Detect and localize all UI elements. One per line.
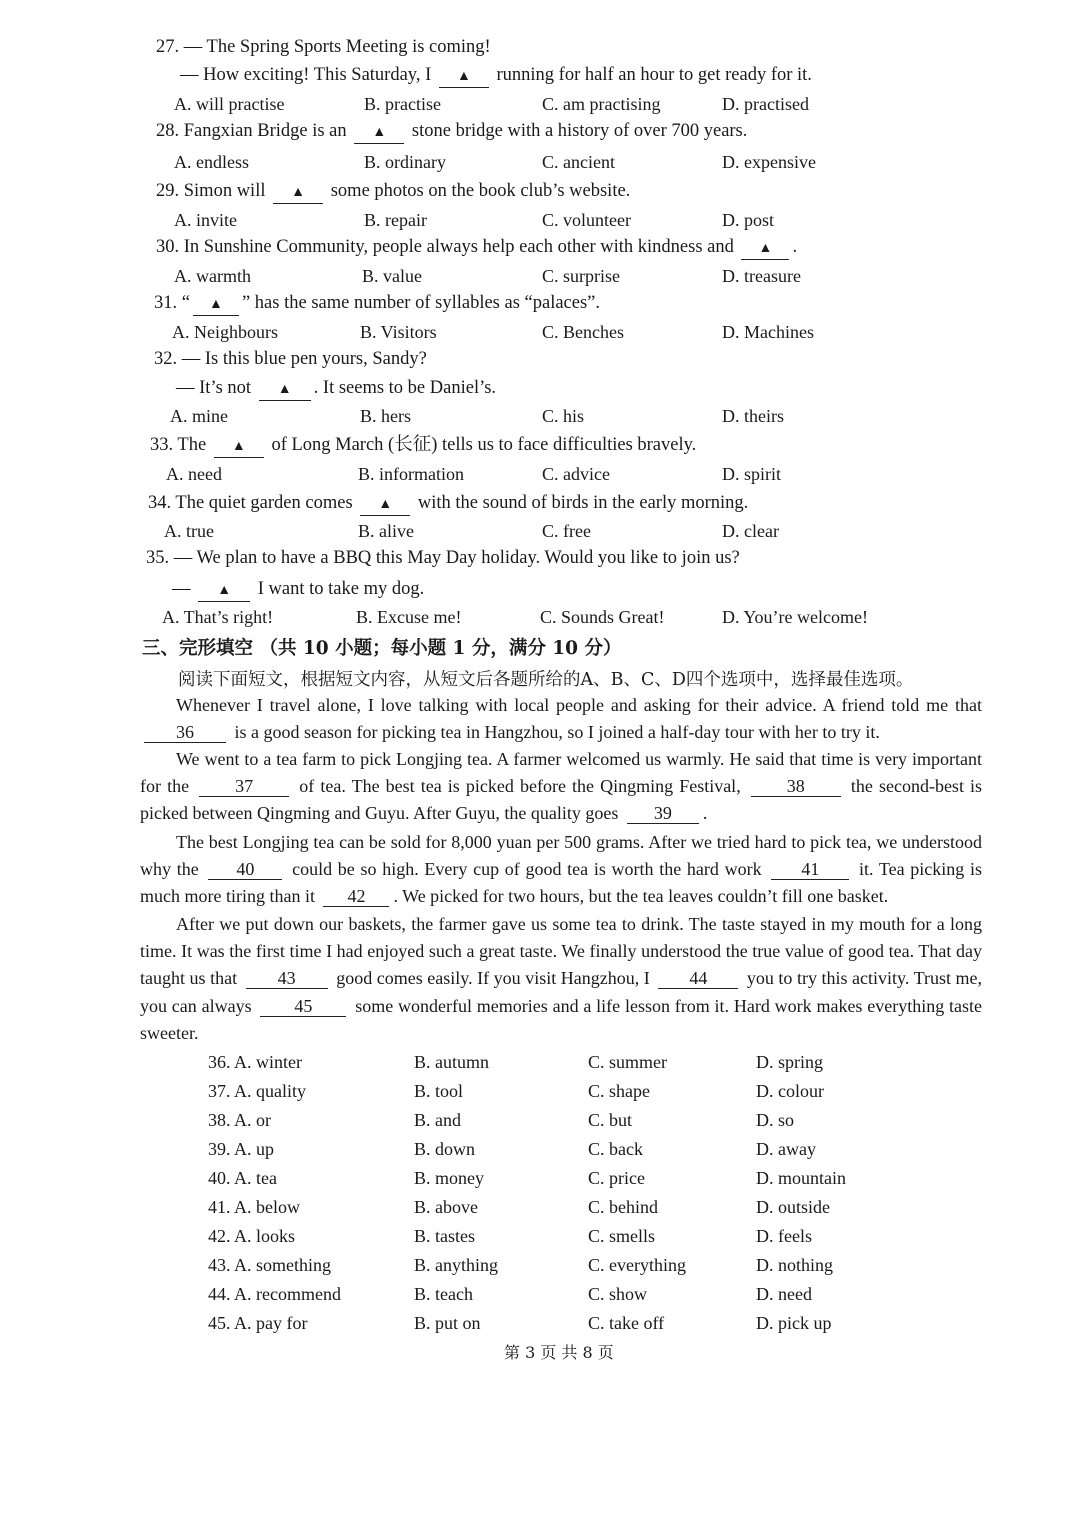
question-stem: — Is this blue pen yours, Sandy?	[181, 349, 427, 369]
option-a[interactable]: A. invite	[174, 210, 237, 230]
option-a[interactable]: A. Neighbours	[172, 322, 278, 342]
passage-text: We went to a tea farm to pick Longjing tea. A farmer welcomed us warmly. He said that time is very important for the	[140, 749, 982, 797]
cloze-option-42-d[interactable]: D. feels	[756, 1226, 812, 1246]
cloze-option-38-c[interactable]: C. but	[588, 1110, 633, 1130]
cloze-option-41-c[interactable]: C. behind	[588, 1197, 658, 1217]
question-35-line2	[172, 576, 424, 602]
question-stem: Fangxian Bridge is an	[183, 121, 347, 141]
answer-blank	[354, 121, 404, 144]
option-b[interactable]: B. ordinary	[364, 152, 446, 172]
answer-blank	[439, 65, 489, 88]
cloze-option-38-b[interactable]: B. and	[414, 1110, 461, 1130]
option-d[interactable]: D. practised	[722, 94, 809, 114]
option-d[interactable]: D. clear	[722, 521, 779, 541]
triangle-icon: ▲	[209, 297, 223, 312]
question-number: 27.	[156, 37, 180, 57]
triangle-icon: ▲	[231, 439, 246, 454]
question-29	[156, 178, 630, 204]
cloze-option-45-a[interactable]: 45. A. pay for	[208, 1313, 308, 1333]
cloze-option-43-b[interactable]: B. anything	[414, 1255, 498, 1275]
cloze-option-36-d[interactable]: D. spring	[756, 1052, 823, 1072]
triangle-icon: ▲	[456, 69, 471, 84]
question-stem: of Long March (长征) tells us to face difficulties bravely.	[271, 435, 697, 455]
question-number: 33.	[150, 435, 174, 455]
question-stem: The	[177, 435, 207, 455]
cloze-option-40-d[interactable]: D. mountain	[756, 1168, 846, 1188]
answer-blank	[741, 237, 789, 260]
cloze-option-39-c[interactable]: C. back	[588, 1139, 643, 1159]
option-d[interactable]: D. post	[722, 210, 775, 230]
passage-text: could be so high. Every cup of good tea is worth the hard work	[292, 859, 762, 880]
cloze-option-36-a[interactable]: 36. A. winter	[208, 1052, 302, 1072]
answer-blank	[360, 493, 410, 516]
option-b[interactable]: B. alive	[358, 521, 414, 541]
question-number: 30.	[156, 237, 180, 257]
question-stem: — We plan to have a BBQ this May Day holiday. Would you like to join us?	[173, 548, 740, 568]
question-stem: .	[792, 237, 798, 257]
passage-text: After we put down our baskets, the farmer gave us some tea to drink. The taste stayed in my mouth for a long time. It was the first time I had enjoyed such a great taste. We finally understood the true value of good tea. That day taught us that	[140, 914, 982, 989]
cloze-blank-44[interactable]: 44	[658, 968, 738, 989]
option-c[interactable]: C. Sounds Great!	[540, 607, 665, 627]
question-28	[156, 118, 747, 144]
triangle-icon: ▲	[378, 497, 393, 512]
answer-blank	[193, 293, 239, 316]
cloze-blank-38[interactable]: 38	[751, 776, 841, 797]
option-d[interactable]: D. spirit	[722, 464, 782, 484]
question-stem: running for half an hour to get ready for it.	[496, 65, 812, 85]
cloze-blank-43[interactable]: 43	[246, 968, 328, 989]
cloze-option-36-b[interactable]: B. autumn	[414, 1052, 489, 1072]
cloze-option-44-c[interactable]: C. show	[588, 1284, 648, 1304]
option-b[interactable]: B. practise	[364, 94, 441, 114]
passage-text: good comes easily. If you visit Hangzhou, I	[336, 968, 650, 989]
question-35	[146, 545, 740, 571]
cloze-option-39-b[interactable]: B. down	[414, 1139, 476, 1159]
cloze-option-36-c[interactable]: C. summer	[588, 1052, 667, 1072]
cloze-blank-45[interactable]: 45	[260, 996, 346, 1017]
triangle-icon: ▲	[758, 241, 773, 256]
option-c[interactable]: C. advice	[542, 464, 610, 484]
cloze-blank-41[interactable]: 41	[771, 859, 849, 880]
option-a[interactable]: A. mine	[170, 406, 228, 426]
question-32-line2	[176, 375, 496, 401]
question-stem: The quiet garden comes	[175, 493, 353, 513]
cloze-option-44-b[interactable]: B. teach	[414, 1284, 473, 1304]
cloze-option-37-b[interactable]: B. tool	[414, 1081, 464, 1101]
passage-text: the second-best is picked between Qingming and Guyu. After Guyu, the quality goes	[140, 776, 983, 824]
question-stem: — It’s not	[176, 378, 252, 398]
question-number: 31.	[154, 293, 178, 313]
cloze-option-45-c[interactable]: C. take off	[588, 1313, 665, 1333]
passage-text: Whenever I travel alone, I love talking with local people and asking for their advice. A friend told me that	[176, 695, 982, 715]
cloze-option-45-d[interactable]: D. pick up	[756, 1313, 832, 1333]
question-stem: “	[181, 293, 190, 313]
question-32	[154, 346, 427, 372]
answer-blank	[259, 378, 311, 401]
cloze-blank-40[interactable]: 40	[208, 859, 282, 880]
option-d[interactable]: D. theirs	[722, 406, 784, 426]
section-instruction: 阅读下面短文，根据短文内容，从短文后各题所给的A、B、C、D四个选项中，选择最佳选项。	[178, 670, 914, 690]
answer-blank	[214, 435, 264, 458]
option-d[interactable]: D. Machines	[722, 322, 814, 342]
cloze-option-39-d[interactable]: D. away	[756, 1139, 816, 1159]
question-27-line2	[180, 62, 812, 88]
passage-text: . We picked for two hours, but the tea leaves couldn’t fill one basket.	[393, 886, 889, 907]
question-number: 34.	[148, 493, 172, 513]
cloze-blank-39[interactable]: 39	[627, 803, 699, 824]
question-27	[156, 34, 491, 60]
question-number: 29.	[156, 181, 180, 201]
option-c[interactable]: C. ancient	[542, 152, 615, 172]
cloze-option-44-a[interactable]: 44. A. recommend	[208, 1284, 341, 1304]
cloze-option-42-c[interactable]: C. smells	[588, 1226, 656, 1246]
option-d[interactable]: D. treasure	[722, 266, 801, 286]
passage-paragraph-2	[140, 746, 982, 828]
option-b[interactable]: B. Visitors	[360, 322, 437, 342]
option-c[interactable]: C. am practising	[542, 94, 661, 114]
cloze-blank-42[interactable]: 42	[323, 886, 389, 907]
question-stem: with the sound of birds in the early morning.	[417, 493, 749, 513]
cloze-option-43-c[interactable]: C. everything	[588, 1255, 686, 1275]
question-34	[148, 490, 748, 516]
option-b[interactable]: B. value	[362, 266, 422, 286]
question-stem: In Sunshine Community, people always help each other with kindness and	[183, 237, 734, 257]
option-d[interactable]: D. You’re welcome!	[722, 607, 868, 627]
passage-text: is a good season for picking tea in Hangzhou, so I joined a half-day tour with her to try it.	[234, 722, 880, 743]
passage-text: some wonderful memories and a life lesson from it. Hard work makes everything taste sweeter.	[140, 995, 983, 1043]
cloze-option-42-b[interactable]: B. tastes	[414, 1226, 475, 1246]
passage-text: The best Longjing tea can be sold for 8,000 yuan per 500 grams. After we tried hard to pick tea, we understood why the	[140, 832, 982, 880]
option-a[interactable]: A. will practise	[174, 94, 285, 114]
option-b[interactable]: B. repair	[364, 210, 427, 230]
passage-paragraph-4	[140, 911, 982, 1047]
option-a[interactable]: A. true	[164, 521, 214, 541]
cloze-option-40-a[interactable]: 40. A. tea	[208, 1168, 277, 1188]
question-number: 32.	[154, 349, 178, 369]
option-a[interactable]: A. warmth	[174, 266, 251, 286]
option-a[interactable]: A. endless	[174, 152, 249, 172]
option-b[interactable]: B. information	[358, 464, 464, 484]
option-c[interactable]: C. free	[542, 521, 591, 541]
passage-text: of tea. The best tea is picked before the Qingming Festival,	[299, 776, 741, 797]
question-stem: —	[172, 579, 191, 599]
cloze-option-37-d[interactable]: D. colour	[756, 1081, 824, 1101]
question-number: 35.	[146, 548, 170, 568]
triangle-icon: ▲	[291, 185, 306, 200]
answer-blank	[273, 181, 323, 204]
cloze-option-40-b[interactable]: B. money	[414, 1168, 484, 1188]
cloze-option-41-b[interactable]: B. above	[414, 1197, 478, 1217]
option-d[interactable]: D. expensive	[722, 152, 816, 172]
section-heading: 三、完形填空 （共 10 小题；每小题 1 分，满分 10 分）	[142, 638, 622, 659]
question-stem: ” has the same number of syllables as “palaces”.	[241, 293, 601, 313]
question-stem: — How exciting! This Saturday, I	[180, 65, 432, 85]
question-stem: some photos on the book club’s website.	[330, 181, 631, 201]
option-a[interactable]: A. That’s right!	[162, 607, 274, 627]
passage-paragraph-3	[140, 829, 982, 911]
passage-text: it. Tea picking is much more tiring than it	[140, 859, 983, 907]
cloze-option-39-a[interactable]: 39. A. up	[208, 1139, 275, 1159]
triangle-icon: ▲	[277, 382, 292, 397]
answer-blank	[198, 579, 250, 602]
option-c[interactable]: C. volunteer	[542, 210, 631, 230]
triangle-icon: ▲	[217, 583, 232, 598]
cloze-option-42-a[interactable]: 42. A. looks	[208, 1226, 296, 1246]
option-b[interactable]: B. hers	[360, 406, 411, 426]
question-31	[154, 290, 600, 316]
question-number: 28.	[156, 121, 180, 141]
triangle-icon: ▲	[372, 125, 387, 140]
cloze-blank-37[interactable]: 37	[199, 776, 289, 797]
option-c[interactable]: C. Benches	[542, 322, 624, 342]
question-stem: — The Spring Sports Meeting is coming!	[183, 37, 491, 57]
cloze-option-38-a[interactable]: 38. A. or	[208, 1110, 271, 1130]
option-b[interactable]: B. Excuse me!	[356, 607, 462, 627]
cloze-option-43-d[interactable]: D. nothing	[756, 1255, 834, 1275]
question-stem: stone bridge with a history of over 700 years.	[411, 121, 748, 141]
cloze-option-43-a[interactable]: 43. A. something	[208, 1255, 332, 1275]
question-stem: I want to take my dog.	[257, 579, 425, 599]
question-33	[150, 432, 696, 458]
cloze-option-37-c[interactable]: C. shape	[588, 1081, 650, 1101]
passage-paragraph-1	[140, 692, 982, 746]
cloze-option-38-d[interactable]: D. so	[756, 1110, 795, 1130]
cloze-option-40-c[interactable]: C. price	[588, 1168, 645, 1188]
question-stem: . It seems to be Daniel’s.	[313, 378, 497, 398]
option-c[interactable]: C. his	[542, 406, 585, 426]
cloze-option-41-d[interactable]: D. outside	[756, 1197, 830, 1217]
page-footer: 第 3 页 共 8 页	[504, 1343, 614, 1362]
question-30	[156, 234, 797, 260]
option-c[interactable]: C. surprise	[542, 266, 620, 286]
cloze-option-37-a[interactable]: 37. A. quality	[208, 1081, 306, 1101]
cloze-option-41-a[interactable]: 41. A. below	[208, 1197, 300, 1217]
cloze-option-45-b[interactable]: B. put on	[414, 1313, 481, 1333]
cloze-blank-36[interactable]: 36	[144, 722, 226, 743]
option-a[interactable]: A. need	[166, 464, 222, 484]
passage-text: you to try this activity. Trust me, you can always	[140, 968, 982, 1016]
question-stem: Simon will	[183, 181, 266, 201]
passage-text: .	[702, 803, 708, 824]
cloze-option-44-d[interactable]: D. need	[756, 1284, 812, 1304]
